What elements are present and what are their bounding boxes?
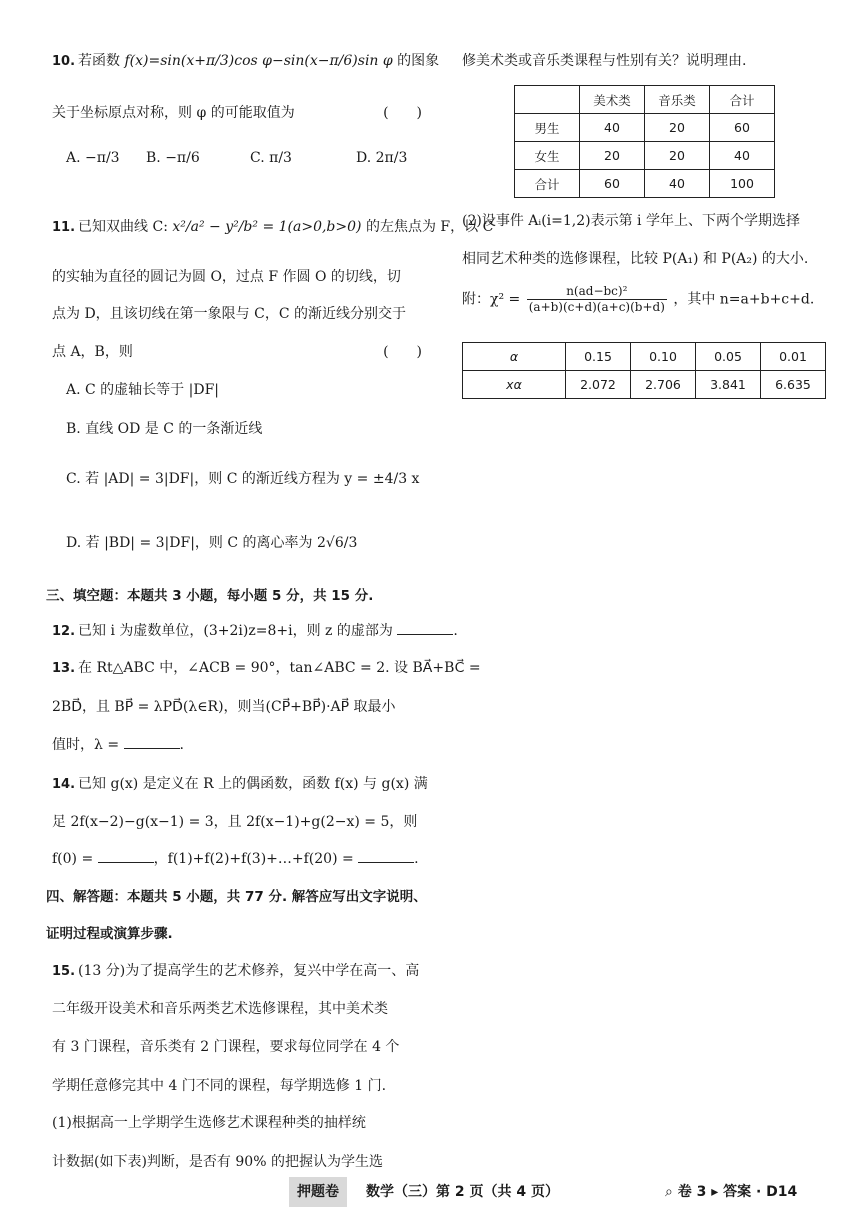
q11-text-b: 的左焦点为 F，以 C (365, 219, 494, 235)
q13-text-3: 值时，λ = (52, 737, 120, 753)
q10-option-b: B. −π/6 (146, 150, 200, 166)
section-4-heading-line1: 四、解答题：本题共 5 小题，共 77 分. 解答应写出文字说明、 (46, 889, 427, 905)
q14-line2: 足 2f(x−2)−g(x−1) = 3，且 2f(x−1)+g(2−x) = 5，则 (52, 814, 418, 830)
q15-line2: 二年级开设美术和音乐两类艺术选修课程，其中美术类 (52, 1001, 388, 1017)
q10-stem-b: 的图象 (397, 53, 440, 69)
table-cell: 100 (710, 170, 775, 198)
table-cell: 0.10 (631, 343, 696, 371)
table-header-cell: 音乐类 (645, 86, 710, 114)
table-cell: 40 (580, 114, 645, 142)
q15-part2-line2: 相同艺术种类的选修课程，比较 P(A₁) 和 P(A₂) 的大小. (462, 251, 809, 267)
contingency-table (514, 85, 775, 198)
q12 (52, 620, 458, 640)
table-row (463, 371, 826, 399)
table-cell: 0.05 (696, 343, 761, 371)
q12-text: 已知 i 为虚数单位，(3+2i)z=8+i，则 z 的虚部为 (78, 623, 393, 639)
q15-line4: 学期任意修完其中 4 门不同的课程，每学期选修 1 门. (52, 1078, 387, 1094)
q15-line7: 修美术类或音乐类课程与性别有关？说明理由. (462, 53, 747, 69)
exam-stamp: 押题卷 (289, 1177, 347, 1207)
q11-answer-paren: ( ) (383, 344, 422, 360)
q15-line1 (52, 960, 419, 980)
contingency-table-wrap (514, 85, 775, 198)
table-cell: xα (463, 371, 566, 399)
table-cell: α (463, 343, 566, 371)
table-cell: 40 (645, 170, 710, 198)
formula-denominator: (a+b)(c+d)(a+c)(b+d) (528, 300, 665, 314)
table-cell: 0.01 (761, 343, 826, 371)
table-cell: 20 (645, 142, 710, 170)
q11-text-d: 点 A，B，则 (52, 344, 133, 360)
q12-end: . (453, 623, 458, 639)
table-header-cell: 合计 (710, 86, 775, 114)
q11-option-a: A. C 的虚轴长等于 |DF| (66, 382, 219, 398)
q11-line4 (52, 341, 430, 361)
table-cell: 60 (710, 114, 775, 142)
q15-line5: (1)根据高一上学期学生选修艺术课程种类的抽样统 (52, 1115, 366, 1131)
q14-number: 14. (52, 777, 76, 792)
table-cell: 2.072 (566, 371, 631, 399)
table-row (515, 142, 775, 170)
q13-line3 (52, 734, 184, 754)
q11-option-c: C. 若 |AD| = 3|DF|，则 C 的渐近线方程为 y = ±4/3 x (66, 471, 420, 487)
q10-number: 10. (52, 54, 76, 69)
q10-line1 (52, 50, 439, 70)
q11-line1 (52, 216, 493, 236)
q14-text-1: 已知 g(x) 是定义在 R 上的偶函数，函数 f(x) 与 g(x) 满 (78, 776, 428, 792)
q13-line1 (52, 657, 481, 677)
q15-text-1: (13 分)为了提高学生的艺术修养，复兴中学在高一、高 (78, 963, 420, 979)
q13-answer-blank[interactable] (124, 747, 180, 749)
table-cell: 0.15 (566, 343, 631, 371)
q11-text-a: 已知双曲线 C: (78, 219, 168, 235)
answer-key-text: 卷 3 ▸ 答案 · D14 (677, 1184, 798, 1200)
q10-answer-paren: ( ) (383, 105, 422, 121)
q11-option-d: D. 若 |BD| = 3|DF|，则 C 的离心率为 2√6/3 (66, 535, 358, 551)
formula-numerator: n(ad−bc)² (527, 284, 667, 300)
q10-option-c: C. π/3 (250, 150, 292, 166)
formula-prefix: 附：χ² = (462, 291, 521, 308)
search-icon: ⌕ (665, 1184, 673, 1200)
q10-function: f(x)=sin(x+π/3)cos φ−sin(x−π/6)sin φ (124, 53, 393, 69)
q15-part2-line1: (2)设事件 Aᵢ(i=1,2)表示第 i 学年上、下两个学期选择 (462, 213, 800, 229)
q14-text-3a: f(0) = (52, 851, 94, 867)
q11-option-b: B. 直线 OD 是 C 的一条渐近线 (66, 421, 263, 437)
q11-number: 11. (52, 220, 76, 235)
q12-number: 12. (52, 624, 76, 639)
q13-text-1: 在 Rt△ABC 中，∠ACB = 90°，tan∠ABC = 2. 设 BA⃗+BC⃗ = (78, 660, 481, 676)
q11-line2: 的实轴为直径的圆记为圆 O，过点 F 作圆 O 的切线，切 (52, 269, 401, 285)
q13-number: 13. (52, 661, 76, 676)
q14-text-3b: ，f(1)+f(2)+f(3)+…+f(20) = (153, 851, 354, 867)
q10-option-d: D. 2π/3 (356, 150, 408, 166)
table-cell: 20 (580, 142, 645, 170)
table-cell: 6.635 (761, 371, 826, 399)
q14-line1 (52, 773, 428, 793)
q14-line3 (52, 848, 419, 868)
answer-key-label (665, 1177, 797, 1207)
table-cell: 60 (580, 170, 645, 198)
formula-fraction (527, 284, 667, 315)
table-header-cell (515, 86, 580, 114)
critical-value-table-wrap (462, 342, 826, 399)
table-row (515, 170, 775, 198)
q14-answer-blank-1[interactable] (98, 861, 154, 863)
q14-end: . (414, 851, 419, 867)
q10-stem-a: 若函数 (78, 53, 121, 69)
table-cell: 女生 (515, 142, 580, 170)
table-header-row (515, 86, 775, 114)
table-row (515, 114, 775, 142)
table-cell: 2.706 (631, 371, 696, 399)
table-cell: 40 (710, 142, 775, 170)
chi-square-formula (462, 284, 814, 315)
q13-end: . (179, 737, 184, 753)
q15-line3: 有 3 门课程，音乐类有 2 门课程，要求每位同学在 4 个 (52, 1039, 400, 1055)
q15-number: 15. (52, 964, 76, 979)
page-footer (0, 1177, 868, 1207)
q13-line2: 2BD⃗，且 BP⃗ = λPD⃗(λ∈R)，则当(CP⃗+BP⃗)·AP⃗ 取最小 (52, 699, 396, 715)
table-cell: 男生 (515, 114, 580, 142)
table-header-cell: 美术类 (580, 86, 645, 114)
table-cell: 合计 (515, 170, 580, 198)
q12-answer-blank[interactable] (397, 633, 453, 635)
critical-value-table (462, 342, 826, 399)
table-row (463, 343, 826, 371)
q10-text: 关于坐标原点对称，则 φ 的可能取值为 (52, 105, 295, 121)
section-4-heading-line2: 证明过程或演算步骤. (46, 926, 173, 942)
q14-answer-blank-2[interactable] (358, 861, 414, 863)
table-cell: 20 (645, 114, 710, 142)
q11-equation: x²/a² − y²/b² = 1(a>0,b>0) (172, 219, 362, 235)
q11-line3: 点为 D，且该切线在第一象限与 C，C 的渐近线分别交于 (52, 306, 406, 322)
formula-suffix: ，其中 n=a+b+c+d. (673, 291, 815, 308)
q10-line2 (52, 102, 430, 122)
table-cell: 3.841 (696, 371, 761, 399)
q15-line6: 计数据(如下表)判断，是否有 90% 的把握认为学生选 (52, 1154, 383, 1170)
page-number: 数学（三）第 2 页（共 4 页） (366, 1184, 559, 1200)
q10-option-a: A. −π/3 (66, 150, 120, 166)
section-3-heading: 三、填空题：本题共 3 小题，每小题 5 分，共 15 分. (46, 588, 374, 604)
